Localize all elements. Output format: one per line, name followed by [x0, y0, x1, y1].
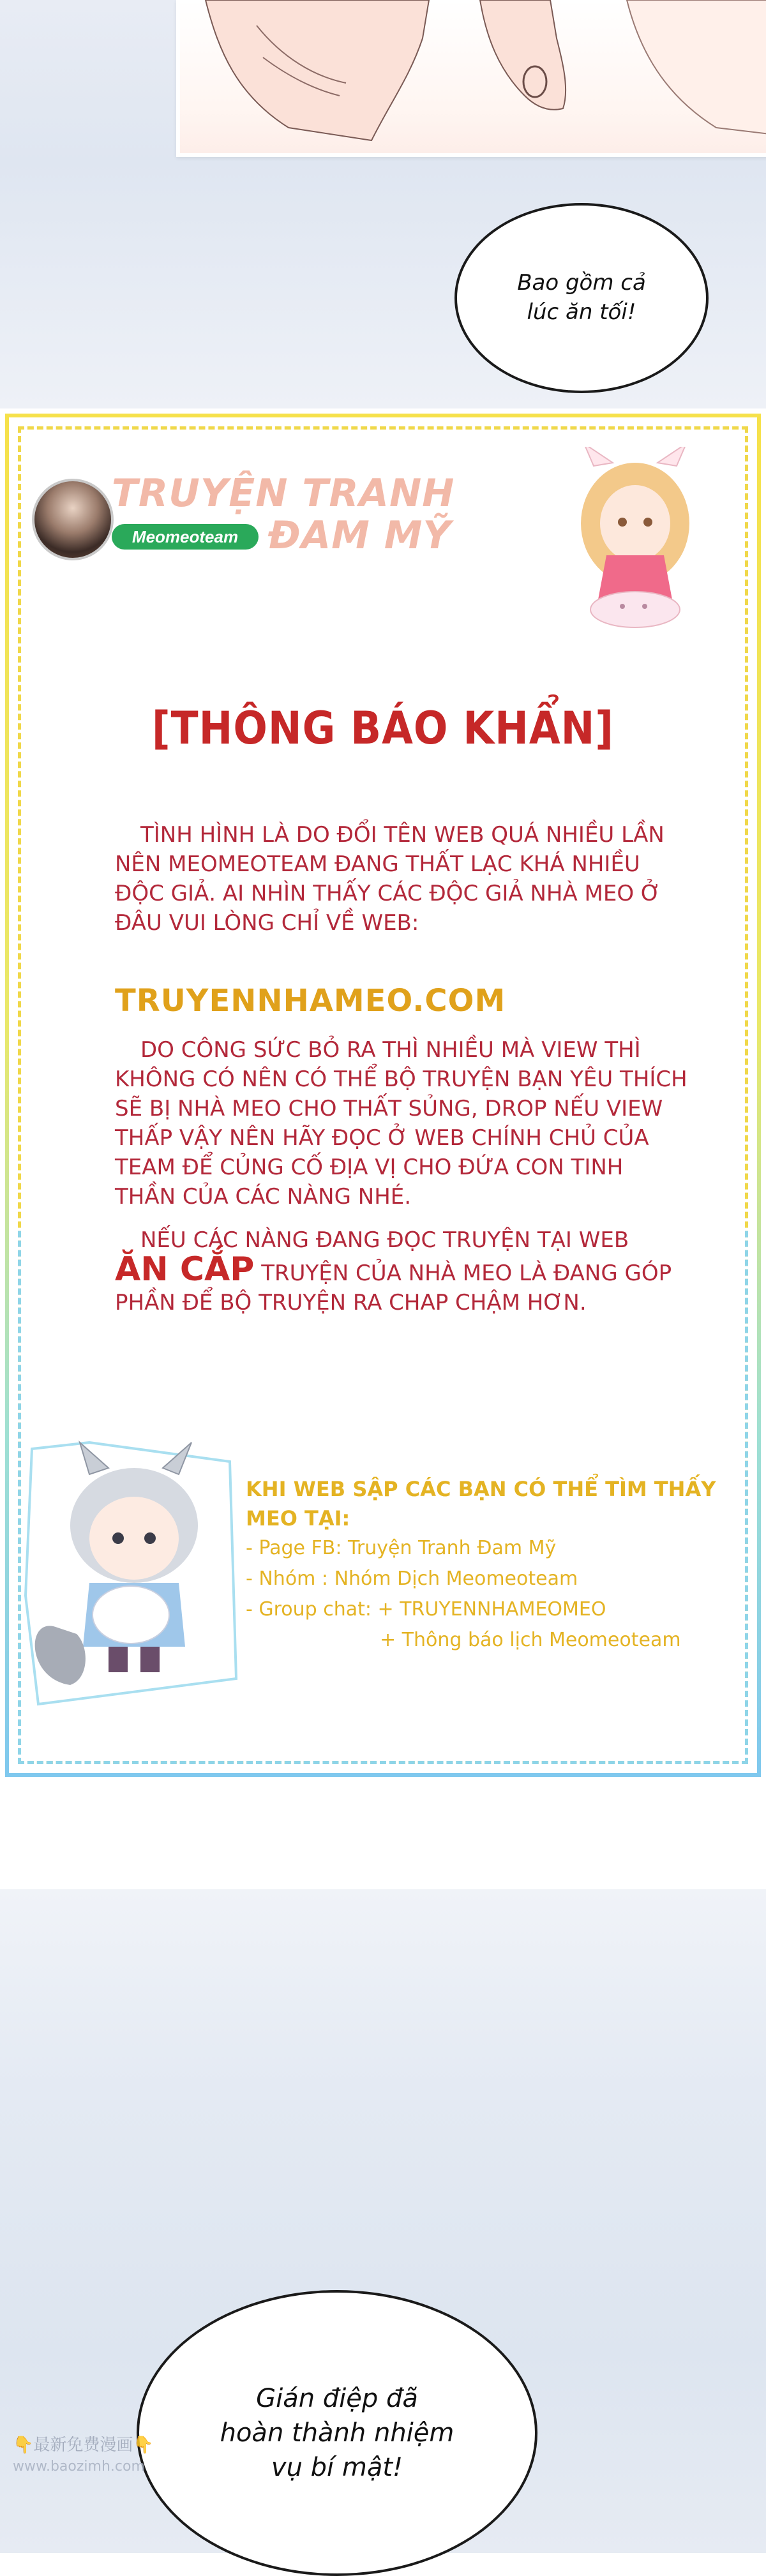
manga-panel-top [0, 0, 766, 408]
speech-text-line: Bao gồm cả [517, 270, 646, 296]
contact-info-block [246, 1474, 725, 1656]
speech-text-line: lúc ăn tối! [527, 299, 636, 325]
contact-heading: KHI WEB SẬP CÁC BẠN CÓ THỂ TÌM THẤY MEO TẠI: [246, 1477, 716, 1531]
team-badge: Meomeoteam [112, 524, 259, 550]
urgent-notice-board [0, 408, 766, 1782]
notice-text: TRUYỆN CỦA NHÀ MEO LÀ ĐANG GÓP PHẦN ĐỂ BỘ TRUYỆN RA CHAP CHẬM HƠN. [115, 1261, 672, 1315]
logo-title-line2: ĐAM MỸ [268, 513, 451, 558]
chibi-girl-illustration [568, 447, 702, 632]
character-artwork [176, 0, 766, 157]
contact-line-group: - Nhóm : Nhóm Dịch Meomeoteam [246, 1568, 578, 1590]
website-url[interactable]: TRUYENNHAMEO.COM [115, 983, 506, 1019]
site-watermark [13, 2434, 154, 2478]
notice-paragraph: TÌNH HÌNH LÀ DO ĐỔI TÊN WEB QUÁ NHIỀU LẦN NÊN MEOMEOTEAM ĐANG THẤT LẠC KHÁ NHIỀU ĐỘC GIẢ. AI NHÌN THẤY CÁC ĐỘC GIẢ NHÀ MEO Ở ĐÂU VUI LÒNG CHỈ VỀ WEB: [115, 822, 665, 936]
chibi-wolf-boy-illustration [19, 1436, 249, 1711]
speech-text-line: Gián điệp đã [256, 2384, 418, 2413]
watermark-label: 👇最新免费漫画👇 [13, 2436, 154, 2455]
logo-title-line1: TRUYỆN TRANH [112, 471, 455, 516]
watermark-url: www.baozimh.com [13, 2459, 145, 2475]
contact-line-chat: - Group chat: + TRUYENNHAMEOMEO [246, 1598, 606, 1621]
hands-illustration [180, 0, 766, 153]
speech-text-line: vụ bí mật! [271, 2453, 403, 2482]
notice-text: NẾU CÁC NÀNG ĐANG ĐỌC TRUYỆN TẠI WEB [140, 1227, 629, 1253]
speech-bubble [454, 203, 709, 393]
stolen-highlight: ĂN CẮP [115, 1250, 255, 1289]
notice-paragraph-stolen [115, 1225, 689, 1317]
speech-bubble [137, 2290, 537, 2576]
speech-text-line: hoàn thành nhiệm [220, 2418, 454, 2448]
contact-line-facebook: - Page FB: Truyện Tranh Đam Mỹ [246, 1537, 557, 1559]
notice-title: [THÔNG BÁO KHẨN] [151, 702, 615, 754]
contact-line-schedule: + Thông báo lịch Meomeoteam [380, 1629, 681, 1651]
team-avatar [32, 479, 114, 560]
notice-paragraph: DO CÔNG SỨC BỎ RA THÌ NHIỀU MÀ VIEW THÌ KHÔNG CÓ NÊN CÓ THỂ BỘ TRUYỆN BẠN YÊU THÍCH SẼ BỊ NHÀ MEO CHO THẤT SỦNG, DROP NẾU VIEW THẤP VẬY NÊN HÃY ĐỌC Ở WEB CHÍNH CHỦ CỦA TEAM ĐỂ CỦNG CỐ ĐỊA VỊ CHO ĐỨA CON TINH THẦN CỦA CÁC NÀNG NHÉ. [115, 1037, 687, 1209]
